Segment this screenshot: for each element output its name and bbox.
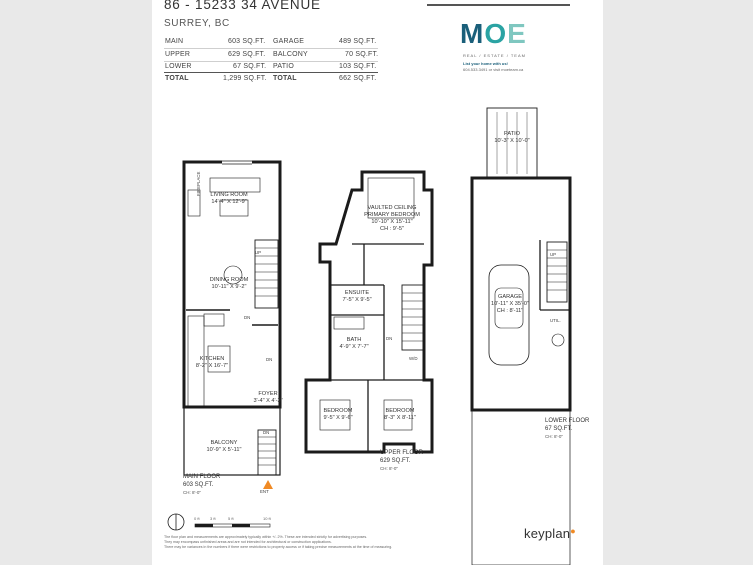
sqft-label: UPPER	[165, 51, 191, 58]
brand-cta: List your home with us!	[463, 61, 508, 66]
disclaimer-line: They may encompass unfinished areas and are not intended for architectural or construction applications.	[164, 540, 332, 544]
main-floor-caption: MAIN FLOOR 603 SQ.FT. CH: 8'-0"	[183, 474, 221, 495]
sqft-total-value: 1,299 SQ.FT.	[223, 75, 267, 82]
stair-down-label: DN	[266, 357, 273, 362]
sqft-value: 103 SQ.FT.	[339, 63, 377, 70]
room-label-garage: GARAGE 10'-11" X 35'-0" CH : 8'-11"	[490, 294, 530, 314]
room-label-bedroom-1: BEDROOM 9'-5" X 9'-6"	[323, 408, 353, 421]
stair-down-label: DN	[263, 430, 270, 435]
property-city: SURREY, BC	[164, 18, 230, 29]
scale-label: 3 ft	[210, 516, 216, 521]
laundry-label: W/D	[409, 356, 418, 361]
room-label-bath: BATH 4'-9" X 7'-7"	[339, 337, 369, 350]
brand-tagline: REAL / ESTATE / TEAM	[463, 53, 526, 58]
upper-floor-caption: UPPER FLOOR 629 SQ.FT. CH: 8'-0"	[380, 450, 424, 471]
scale-label: 0 ft	[194, 516, 200, 521]
property-address: 86 - 15233 34 AVENUE	[164, 0, 321, 12]
entry-arrow-icon	[263, 480, 273, 489]
entry-label: ENT	[260, 489, 269, 494]
brand-contact: 604.533.3491 or visit moeteam.ca	[463, 67, 524, 72]
room-label-bedroom-2: BEDROOM 8'-3" X 8'-11"	[384, 408, 416, 421]
room-label-patio: PATIO 10'-3" X 10'-0"	[494, 131, 530, 144]
room-label-dining: DINING ROOM 10'-11" X 9'-2"	[209, 277, 249, 290]
sqft-value: 489 SQ.FT.	[339, 38, 377, 45]
sqft-label: MAIN	[165, 38, 184, 45]
scale-label: 10 ft	[263, 516, 271, 521]
room-label-balcony: BALCONY 10'-9" X 5'-11"	[206, 440, 242, 453]
sqft-label: LOWER	[165, 63, 192, 70]
floor-plan-sheet	[152, 0, 603, 565]
sqft-value: 67 SQ.FT.	[233, 63, 267, 70]
sqft-label: PATIO	[273, 63, 294, 70]
utility-label: UTIL.	[550, 318, 561, 323]
sqft-label: GARAGE	[273, 38, 305, 45]
sqft-total-label: TOTAL	[273, 75, 297, 82]
sqft-value: 629 SQ.FT.	[228, 51, 266, 58]
keyplan-logo: keyplan●	[524, 526, 576, 541]
upper-stairs	[402, 285, 424, 350]
stair-down-label: DN	[244, 315, 251, 320]
stair-up-label: UP	[255, 250, 262, 255]
stair-down-label: DN	[386, 336, 393, 341]
room-label-foyer: FOYER 3'-4" X 4'-3"	[253, 391, 283, 404]
disclaimer-line: There may be variances in the numbers if there were restrictions to property access or if taking precise measurements at the time of measuring.	[164, 545, 393, 549]
room-label-ensuite: ENSUITE 7'-5" X 9'-5"	[342, 290, 372, 303]
fireplace-label: FIREPLACE	[196, 171, 201, 196]
room-label-living: LIVING ROOM 14'-4" X 12'-9"	[210, 192, 248, 205]
disclaimer-line: The floor plan and measurements are approximately typically within +/- 2%. These are intended strictly for advertising purposes.	[164, 535, 368, 539]
moe-logo: MOE	[460, 18, 527, 49]
sqft-label: BALCONY	[273, 51, 308, 58]
lower-floor-caption: LOWER FLOOR 67 SQ.FT. CH: 8'-0"	[545, 418, 590, 439]
scale-label: 5 ft	[228, 516, 234, 521]
room-label-kitchen: KITCHEN 8'-2" X 16'-7"	[195, 356, 229, 369]
sqft-total-value: 662 SQ.FT.	[339, 75, 377, 82]
lower-stairs	[547, 242, 567, 302]
stair-up-label: UP	[550, 252, 557, 257]
sqft-value: 70 SQ.FT.	[345, 51, 379, 58]
sqft-value: 603 SQ.FT.	[228, 38, 266, 45]
sqft-total-label: TOTAL	[165, 75, 189, 82]
room-label-primary-bedroom: VAULTED CEILING PRIMARY BEDROOM 10'-10" X 15'-11" CH : 9'-5"	[364, 205, 420, 232]
